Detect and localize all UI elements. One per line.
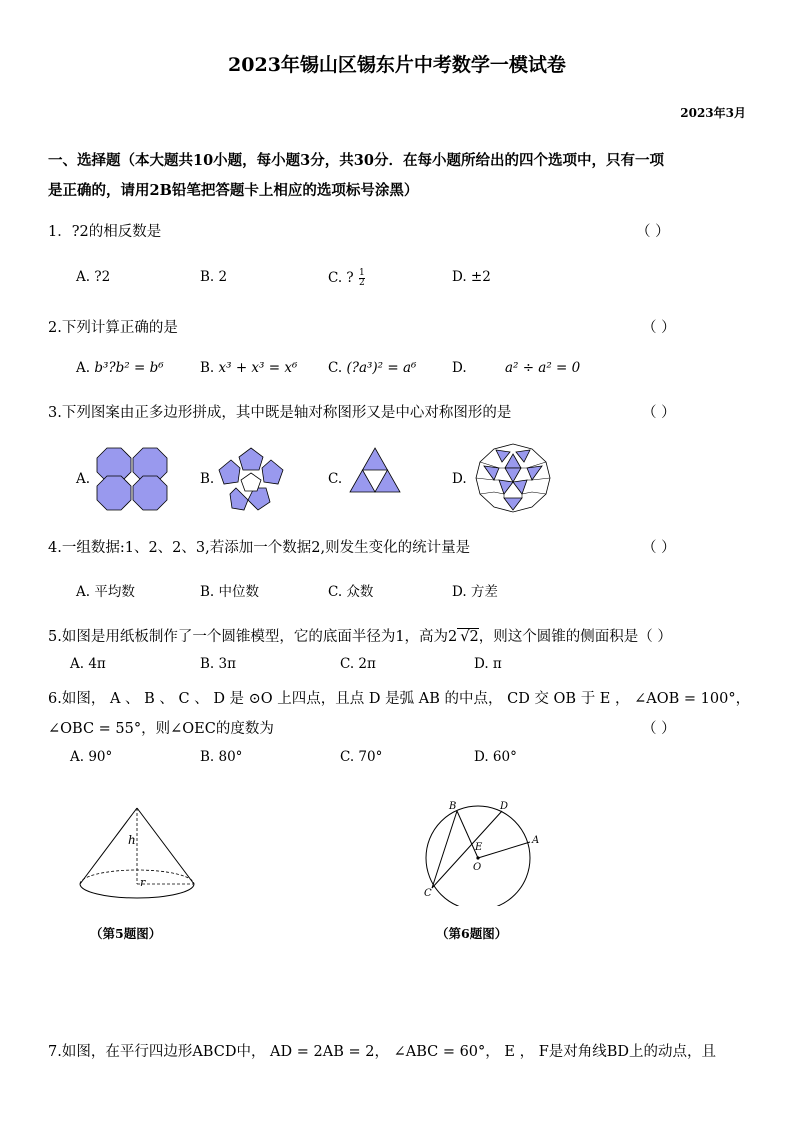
pentagon bbox=[239, 448, 263, 470]
q1-option-a: A. ?2 bbox=[76, 269, 111, 285]
exam-date: 2023年3月 bbox=[680, 106, 746, 120]
center-dot bbox=[476, 856, 479, 859]
q3-figure-d-decagon bbox=[474, 442, 552, 514]
fig6-label-c: C bbox=[424, 888, 432, 899]
pentagon bbox=[219, 460, 240, 484]
q3-figure-c-triangle bbox=[348, 446, 402, 494]
q1-option-b: B. 2 bbox=[200, 269, 228, 285]
q5-stem-pre: 5.如图是用纸板制作了一个圆锥模型，它的底面半径为1，高为2 bbox=[48, 629, 458, 645]
segment-bc bbox=[432, 811, 457, 888]
q6-answer-paren: （ ） bbox=[642, 721, 676, 737]
fig5-cone-diagram bbox=[74, 804, 204, 908]
fig5-label-r: r bbox=[140, 876, 146, 889]
q2-option-c-label: C. bbox=[328, 360, 343, 376]
q4-answer-paren: （ ） bbox=[642, 540, 676, 556]
fig6-label-d: D bbox=[500, 801, 509, 812]
q2-stem: 2.下列计算正确的是 bbox=[48, 320, 178, 336]
fig6-label-b: B bbox=[449, 801, 457, 812]
q6-option-c: C. 70° bbox=[340, 749, 383, 765]
q2-option-c bbox=[328, 360, 416, 376]
q4-stem: 4.一组数据:1、2、2、3,若添加一个数据2,则发生变化的统计量是 bbox=[48, 540, 471, 556]
q4-option-c: C. 众数 bbox=[328, 584, 374, 600]
octagon bbox=[133, 476, 167, 510]
cone-base-back bbox=[80, 870, 194, 884]
q4-option-a: A. 平均数 bbox=[76, 584, 135, 600]
fig6-label-e: E bbox=[475, 842, 483, 853]
q1-frac-denominator: 2 bbox=[358, 278, 365, 288]
q6-stem-line2: ∠OBC = 55°，则∠OEC的度数为 bbox=[48, 721, 274, 737]
q1-stem: 1．?2的相反数是 bbox=[48, 224, 162, 240]
q2-option-d bbox=[452, 360, 580, 376]
q5-sqrt-radicand: 2 bbox=[469, 629, 479, 645]
fig6-label-a: A bbox=[532, 835, 540, 846]
q2-answer-paren: （ ） bbox=[642, 320, 676, 336]
q6-option-d: D. 60° bbox=[474, 749, 517, 765]
q2-option-d-expr: a² ÷ a² = 0 bbox=[504, 360, 581, 376]
q5-option-c: C. 2π bbox=[340, 656, 376, 672]
segment-cd bbox=[432, 811, 502, 888]
q6-stem-line1: 6.如图， A 、 B 、 C 、 D 是 ⊙O 上四点，且点 D 是弧 AB 的中点， CD 交 OB 于 E ， ∠AOB = 100°， bbox=[48, 691, 751, 707]
q5-option-b: B. 3π bbox=[200, 656, 236, 672]
q4-option-b: B. 中位数 bbox=[200, 584, 260, 600]
q1-option-c bbox=[328, 269, 365, 288]
center-pentagon bbox=[241, 473, 261, 491]
pentagon bbox=[262, 460, 283, 484]
q5-sqrt: √2 bbox=[457, 628, 478, 645]
q5-stem bbox=[48, 625, 672, 646]
q3-figure-a-octagons bbox=[96, 446, 168, 512]
q4-option-d: D. 方差 bbox=[452, 584, 498, 600]
q3-option-d: D. bbox=[452, 471, 467, 487]
q3-stem: 3.下列图案由正多边形拼成，其中既是轴对称图形又是中心对称图形的是 bbox=[48, 405, 512, 421]
section-heading-line1: 一、选择题（本大题共10小题，每小题3分，共30分．在每小题所给出的四个选项中，只有一项 bbox=[48, 152, 664, 169]
q2-option-b bbox=[200, 360, 297, 376]
fig5-label-h: h bbox=[128, 833, 136, 847]
cone-right-edge bbox=[137, 808, 194, 884]
q2-option-a-label: A. bbox=[76, 360, 91, 376]
section-heading bbox=[48, 146, 748, 206]
q3-answer-paren: （ ） bbox=[642, 405, 676, 421]
circle-o bbox=[426, 806, 530, 906]
q2-option-b-expr: x³ + x³ = x⁶ bbox=[218, 360, 298, 376]
q2-option-c-expr: (?a³)² = a⁶ bbox=[346, 360, 417, 376]
section-heading-line2: 是正确的，请用2B铅笔把答题卡上相应的选项标号涂黑） bbox=[48, 182, 419, 199]
q3-figure-b-pentagons bbox=[216, 446, 286, 512]
q3-option-a: A. bbox=[76, 471, 91, 487]
segment-oa bbox=[478, 842, 530, 858]
q1-option-d: D. ±2 bbox=[452, 269, 491, 285]
q2-option-a-expr: b³?b² = b⁶ bbox=[94, 360, 164, 376]
q6-option-a: A. 90° bbox=[70, 749, 113, 765]
q2-option-b-label: B. bbox=[200, 360, 215, 376]
q5-option-d: D. π bbox=[474, 656, 502, 672]
q2-option-a bbox=[76, 360, 164, 376]
q7-stem-line1: 7.如图，在平行四边形ABCD中， AD = 2AB = 2， ∠ABC = 60°， E ， F是对角线BD上的动点，且 bbox=[48, 1044, 717, 1060]
q5-option-a: A. 4π bbox=[70, 656, 106, 672]
fig5-caption: （第5题图） bbox=[90, 926, 162, 941]
octagon bbox=[97, 476, 131, 510]
q5-stem-post: ，则这个圆锥的侧面积是（ ） bbox=[478, 629, 672, 645]
q2-option-d-label: D. bbox=[452, 360, 467, 376]
q1-answer-paren: （ ） bbox=[636, 224, 670, 240]
page-title: 2023年锡山区锡东片中考数学一模试卷 bbox=[228, 54, 566, 76]
fig6-caption: （第6题图） bbox=[436, 926, 508, 941]
q3-option-b: B. bbox=[200, 471, 215, 487]
fig6-circle-diagram bbox=[420, 796, 550, 906]
cone-base-front bbox=[80, 884, 194, 898]
q1-frac-numerator: 1 bbox=[358, 268, 365, 278]
fig6-label-o: O bbox=[473, 862, 482, 873]
q6-option-b: B. 80° bbox=[200, 749, 243, 765]
q3-option-c: C. bbox=[328, 471, 343, 487]
q1-option-c-prefix: C. ? bbox=[328, 270, 354, 286]
